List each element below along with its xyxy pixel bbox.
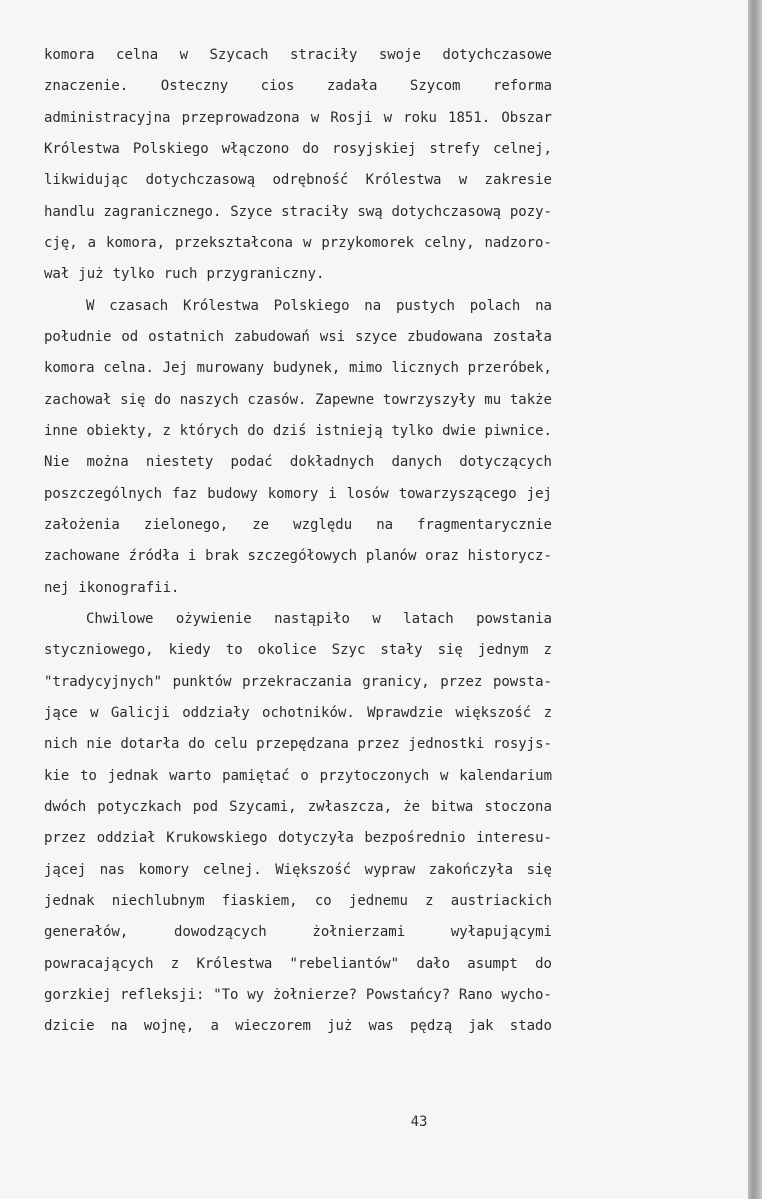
- text-line: założenia zielonego, ze względu na fragmentarycznie: [44, 516, 552, 533]
- text-line: jącej nas komory celnej. Większość wypraw zakończyła się: [44, 861, 552, 878]
- text-line: południe od ostatnich zabudowań wsi szyce zbudowana została: [44, 328, 552, 345]
- text-line: nej ikonografii.: [44, 579, 180, 596]
- page-edge: [748, 0, 762, 1199]
- text-line: styczniowego, kiedy to okolice Szyc stały się jednym z: [44, 642, 552, 659]
- text-line: nich nie dotarła do celu przepędzana przez jednostki rosyjs-: [44, 736, 552, 753]
- text-line: gorzkiej refleksji: "To wy żołnierze? Powstańcy? Rano wycho-: [44, 986, 552, 1003]
- text-line: inne obiekty, z których do dziś istnieją tylko dwie piwnice.: [44, 422, 552, 439]
- text-line: administracyjna przeprowadzona w Rosji w roku 1851. Obszar: [44, 109, 552, 126]
- text-line: kie to jednak warto pamiętać o przytoczonych w kalendarium: [44, 767, 552, 784]
- text-line: jące w Galicji oddziały ochotników. Wprawdzie większość z: [44, 704, 552, 721]
- page-number: 43: [410, 1114, 428, 1130]
- text-line: W czasach Królestwa Polskiego na pustych polach na: [86, 297, 552, 314]
- text-line: cję, a komora, przekształcona w przykomorek celny, nadzoro-: [44, 234, 552, 251]
- text-line: powracających z Królestwa "rebeliantów" dało asumpt do: [44, 955, 552, 972]
- text-line: handlu zagranicznego. Szyce straciły swą dotychczasową pozy-: [44, 203, 552, 220]
- text-line: "tradycyjnych" punktów przekraczania granicy, przez powsta-: [44, 673, 552, 690]
- text-line: jednak niechlubnym fiaskiem, co jednemu z austriackich: [44, 892, 552, 909]
- text-line: komora celna. Jej murowany budynek, mimo licznych przeróbek,: [44, 360, 552, 377]
- text-line: wał już tylko ruch przygraniczny.: [44, 266, 325, 283]
- text-line: zachowane źródła i brak szczegółowych planów oraz historycz-: [44, 548, 552, 565]
- text-line: Królestwa Polskiego włączono do rosyjskiej strefy celnej,: [44, 140, 552, 157]
- text-line: komora celna w Szycach straciły swoje dotychczasowe: [44, 47, 552, 63]
- text-line: Chwilowe ożywienie nastąpiło w latach powstania: [86, 610, 552, 627]
- text-line: likwidując dotychczasową odrębność Królestwa w zakresie: [44, 172, 552, 189]
- text-line: Nie można niestety podać dokładnych danych dotyczących: [44, 454, 552, 471]
- text-line: poszczególnych faz budowy komory i losów towarzyszącego jej: [44, 485, 552, 502]
- text-line: zachował się do naszych czasów. Zapewne towrzyszyły mu także: [44, 391, 552, 408]
- text-line: dzicie na wojnę, a wieczorem już was pędzą jak stado: [44, 1018, 552, 1035]
- body-text: [44, 40, 552, 1043]
- text-line: przez oddział Krukowskiego dotyczyła bezpośrednio interesu-: [44, 830, 552, 847]
- text-line: dwóch potyczkach pod Szycami, zwłaszcza, że bitwa stoczona: [44, 798, 552, 815]
- text-line: generałów, dowodzących żołnierzami wyłapującymi: [44, 924, 552, 941]
- text-line: znaczenie. Osteczny cios zadała Szycom reforma: [44, 78, 552, 95]
